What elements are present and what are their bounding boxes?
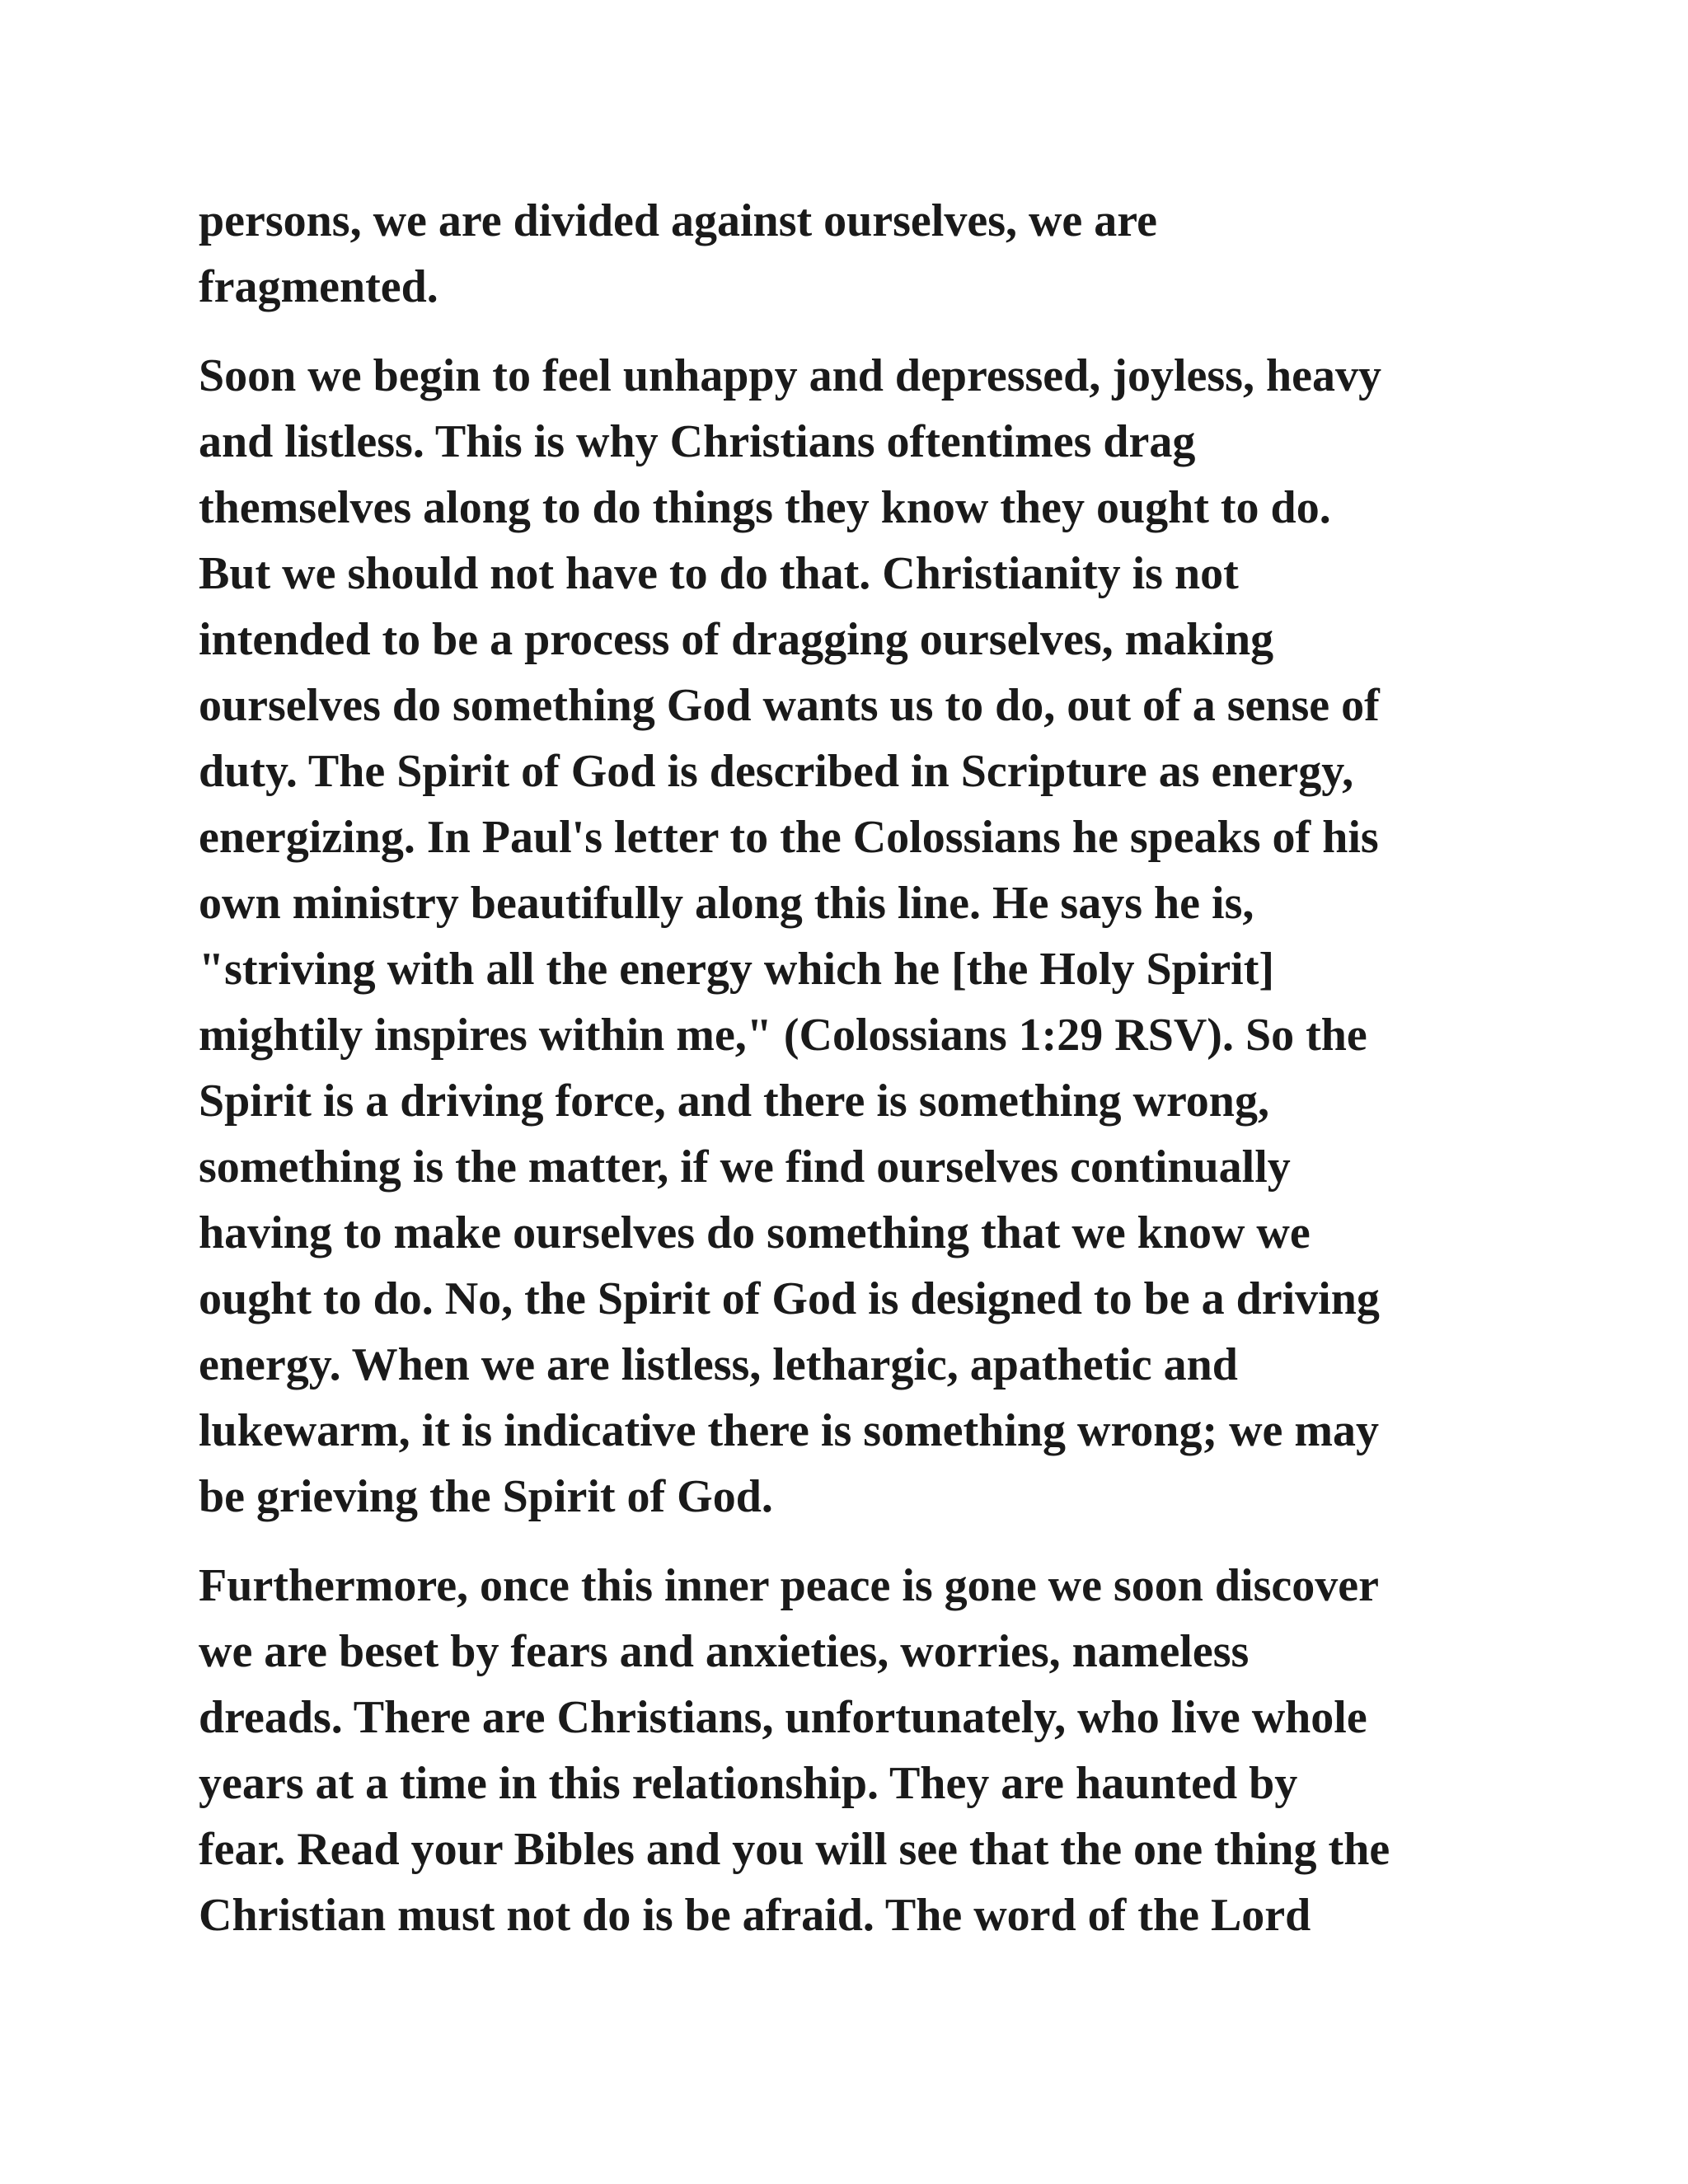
text-line: lukewarm, it is indicative there is something wrong; we may [199,1405,1380,1456]
text-line: duty. The Spirit of God is described in Scripture as energy, [199,746,1354,797]
text-line: intended to be a process of dragging ourselves, making [199,614,1274,665]
text-line: Spirit is a driving force, and there is something wrong, [199,1076,1269,1127]
paragraph-spacer [199,1530,1517,1553]
paragraph [199,343,1517,1530]
text-line: fear. Read your Bibles and you will see that the one thing the [199,1824,1390,1875]
paragraph [199,188,1517,320]
text-line: and listless. This is why Christians oftentimes drag [199,416,1196,467]
text-line: ourselves do something God wants us to do, out of a sense of [199,680,1380,731]
text-line: ought to do. No, the Spirit of God is designed to be a driving [199,1273,1380,1324]
body-text [199,188,1517,1948]
text-line: energizing. In Paul's letter to the Colossians he speaks of his [199,812,1379,863]
text-line: Christian must not do is be afraid. The word of the Lord [199,1890,1311,1941]
text-line: themselves along to do things they know they ought to do. [199,482,1331,533]
text-line: energy. When we are listless, lethargic, apathetic and [199,1339,1238,1390]
text-line: "striving with all the energy which he [the Holy Spirit] [199,944,1275,995]
text-line: Soon we begin to feel unhappy and depressed, joyless, heavy [199,350,1381,401]
text-line: we are beset by fears and anxieties, worries, nameless [199,1626,1250,1677]
text-line: years at a time in this relationship. They are haunted by [199,1758,1298,1809]
text-line: mightily inspires within me," (Colossians 1:29 RSV). So the [199,1010,1367,1061]
text-line: But we should not have to do that. Christianity is not [199,548,1239,599]
text-line: own ministry beautifully along this line. He says he is, [199,878,1254,929]
text-line: be grieving the Spirit of God. [199,1471,773,1522]
paragraph-spacer [199,320,1517,343]
text-line: Furthermore, once this inner peace is gone we soon discover [199,1560,1379,1611]
text-line: fragmented. [199,261,438,312]
text-line: persons, we are divided against ourselves, we are [199,195,1157,246]
text-line: something is the matter, if we find ourselves continually [199,1141,1291,1193]
text-line: dreads. There are Christians, unfortunately, who live whole [199,1692,1367,1743]
text-line: having to make ourselves do something that we know we [199,1207,1311,1258]
paragraph [199,1553,1517,1948]
